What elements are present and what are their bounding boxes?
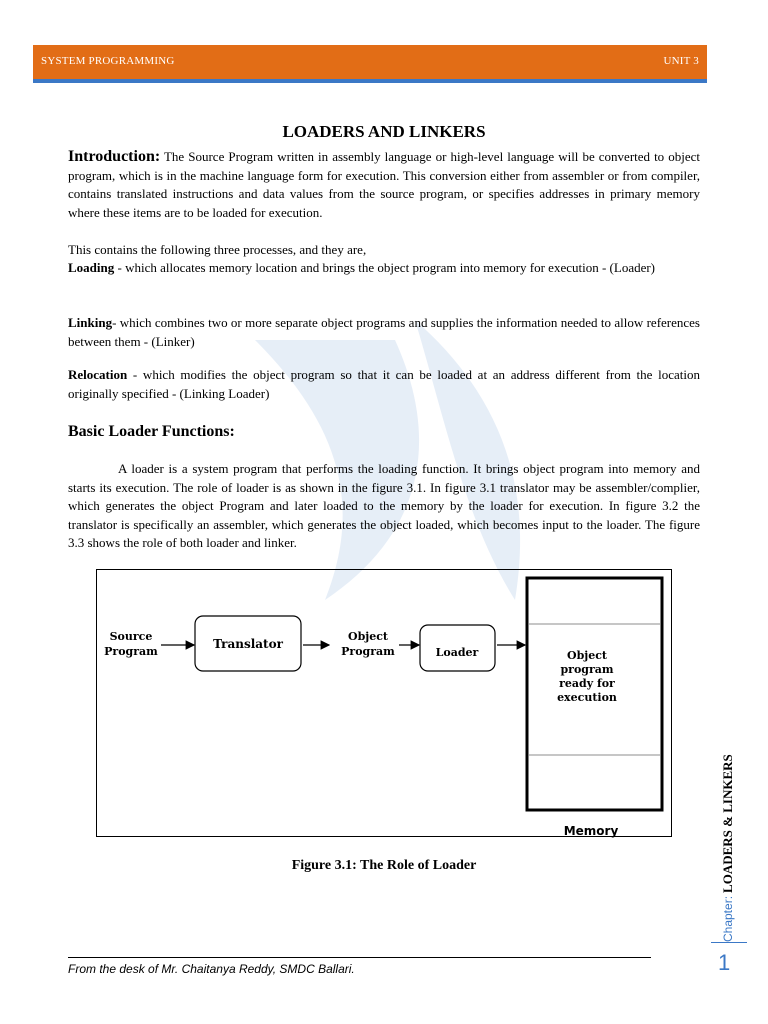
page-header bbox=[33, 45, 707, 83]
linking-paragraph bbox=[68, 314, 700, 351]
header-course: SYSTEM PROGRAMMING bbox=[41, 55, 175, 67]
intro-text: The Source Program written in assembly language or high-level language will be converted to object program, which is in the machine language form for execution. This conversion either from assembler or from compiler, contains translated instructions and data values from the source program, or specifies addresses in primary memory where these items are to be loaded for execution. bbox=[68, 149, 700, 220]
chapter-sidebar bbox=[712, 710, 748, 942]
loading-text: - which allocates memory location and brings the object program into memory for execution - (Loader) bbox=[114, 260, 656, 275]
loader-label: Loader bbox=[435, 646, 479, 659]
memory-text-1: Object bbox=[566, 649, 608, 662]
figure-caption: Figure 3.1: The Role of Loader bbox=[291, 858, 477, 873]
source-label-1: Source bbox=[109, 630, 153, 643]
page-number: 1 bbox=[718, 950, 731, 975]
page-title: LOADERS AND LINKERS bbox=[282, 122, 486, 141]
translator-label: Translator bbox=[213, 637, 283, 651]
relocation-paragraph bbox=[68, 366, 700, 403]
processes-lead: This contains the following three processes, and they are, bbox=[68, 242, 367, 257]
footer-divider bbox=[68, 957, 651, 958]
loader-diagram bbox=[97, 570, 673, 838]
footer-credit: From the desk of Mr. Chaitanya Reddy, SMDC Ballari. bbox=[68, 962, 355, 976]
memory-text-2: program bbox=[560, 663, 614, 676]
linking-term: Linking bbox=[68, 315, 113, 330]
memory-text-4: execution bbox=[557, 691, 617, 704]
intro-heading: Introduction: bbox=[68, 148, 161, 165]
linking-text: - which combines two or more separate object programs and supplies the information needed to allow references between them - (Linker) bbox=[68, 315, 700, 349]
page-number-divider bbox=[711, 942, 747, 943]
chapter-value: LOADERS & LINKERS bbox=[720, 754, 735, 893]
source-label-2: Program bbox=[104, 645, 158, 658]
object-label-2: Program bbox=[341, 645, 395, 658]
chapter-label: Chapter: bbox=[721, 895, 735, 942]
object-label-1: Object bbox=[347, 630, 389, 643]
header-unit: UNIT 3 bbox=[663, 55, 699, 67]
relocation-text: - which modifies the object program so that it can be loaded at an address different from the location originally specified - (Linking Loader) bbox=[68, 367, 700, 401]
loading-paragraph bbox=[68, 259, 700, 278]
memory-label: Memory bbox=[563, 824, 619, 838]
figure-role-of-loader bbox=[96, 569, 672, 837]
chapter-label-vertical bbox=[720, 710, 744, 942]
memory-text-3: ready for bbox=[559, 677, 615, 690]
intro-paragraph bbox=[68, 148, 700, 222]
relocation-term: Relocation bbox=[68, 367, 128, 382]
basic-paragraph: A loader is a system program that performs the loading function. It brings object program into memory and starts its execution. The role of loader is as shown in the figure 3.1. In figure 3.1 translator may be assembler/complier, which generates the object Program and later loaded to the memory by the loader for execution. In figure 3.2 the translator is specifically an assembler, which generates the object loaded, which becomes input to the loader. The figure 3.3 shows the role of both loader and linker. bbox=[68, 461, 700, 550]
basic-heading: Basic Loader Functions: bbox=[68, 423, 235, 440]
loading-term: Loading bbox=[68, 260, 115, 275]
